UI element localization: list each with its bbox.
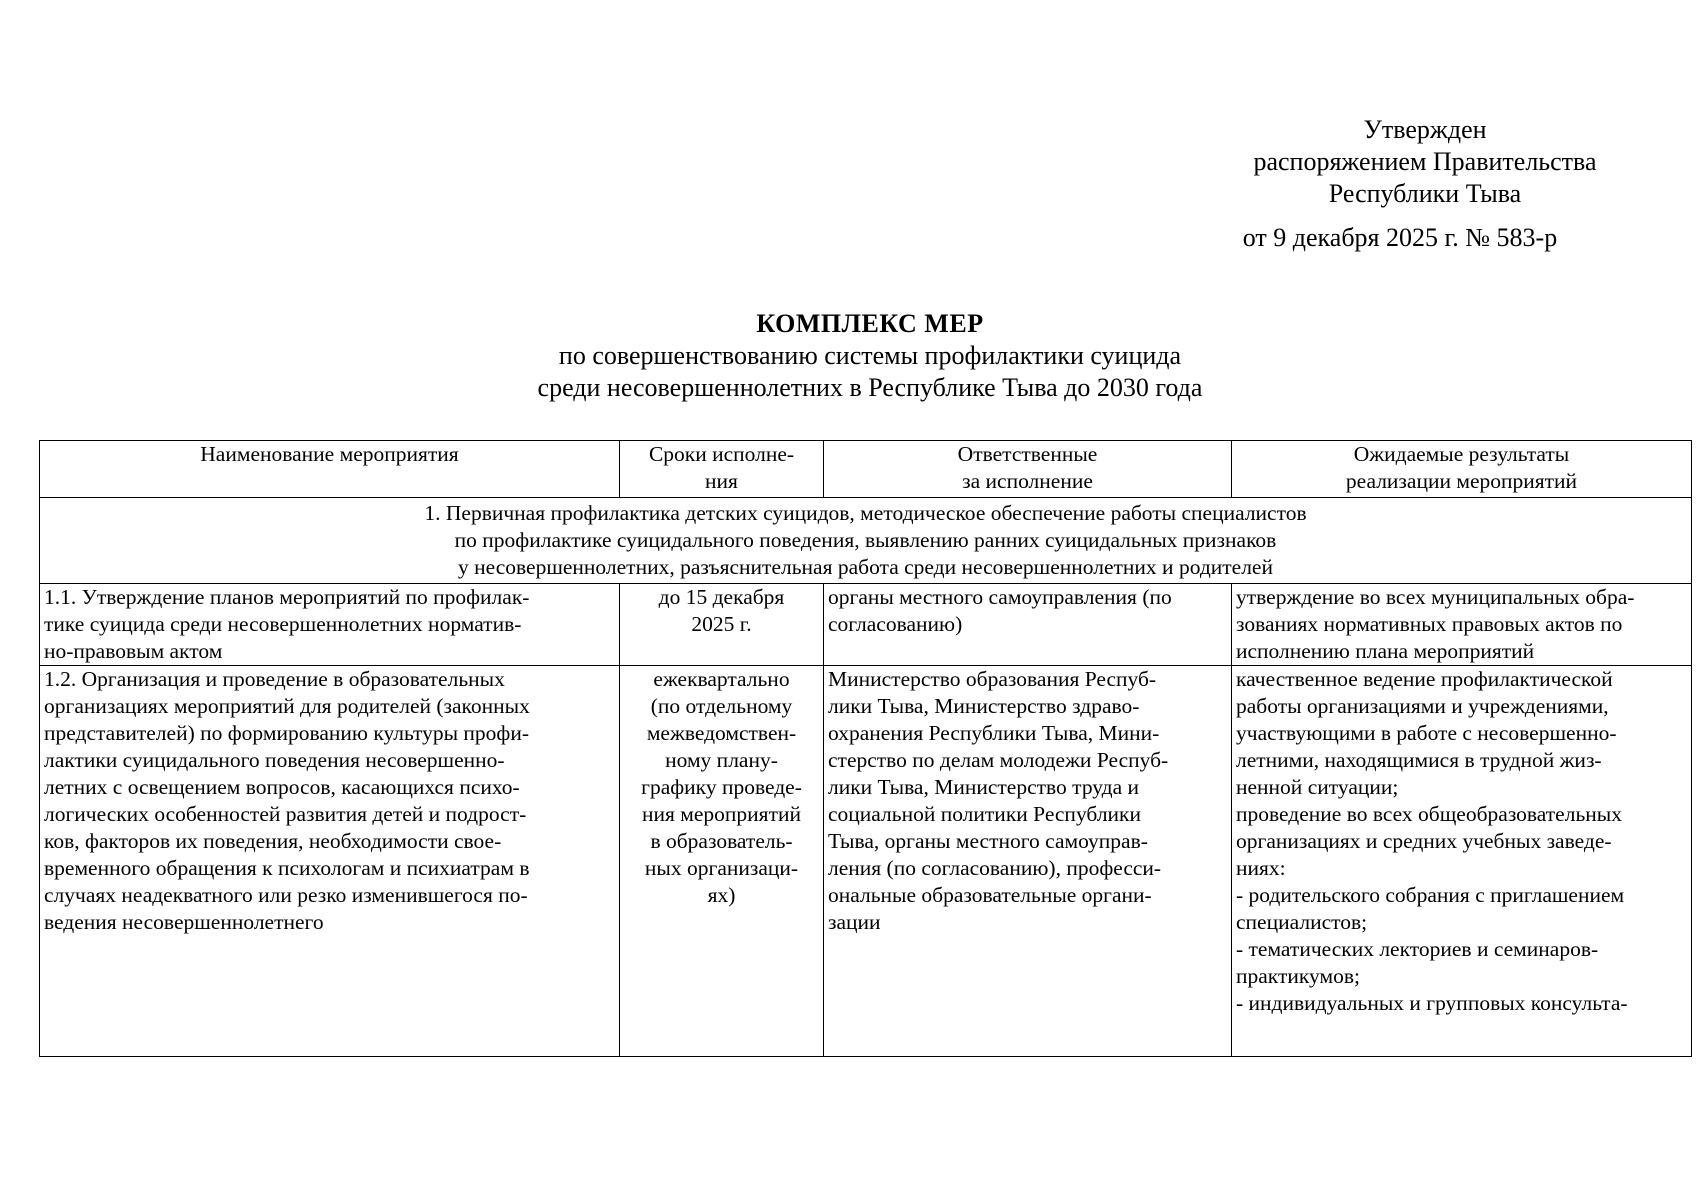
header-result: Ожидаемые результаты реализации мероприятий — [1232, 441, 1692, 498]
row-2-responsible: Министерство образования Респуб- лики Тыва, Министерство здраво- охранения Республики Тыва, Мини- стерство по делам молодежи Респуб- лики Тыва, Министерство труда и социальной политики Республики Тыва, органы местного самоуправ- ления (по согласованию), професси- ональные образовательные органи- зации — [824, 666, 1232, 1057]
document-subtitle-2: среди несовершеннолетних в Республике Тыва до 2030 года — [537, 373, 1203, 402]
row-2-result: качественное ведение профилактической работы организациями и учреждениями, участвующими в работе с несовершенно- летними, находящимися в трудной жиз- ненной ситуации; проведение во всех общеобразовательных организациях и средних учебных заведе- ниях: - родительского собрания с приглашением специалистов; - тематических лекториев и семинаров- практикумов; - индивидуальных и групповых консульта- — [1232, 666, 1692, 1057]
approval-line-3: Республики Тыва — [1328, 179, 1522, 208]
row-1-term: до 15 декабря 2025 г. — [620, 584, 824, 666]
approval-date: от 9 декабря 2025 г. № 583-р — [1242, 223, 1558, 252]
document-heading — [300, 308, 1440, 404]
approval-line-1: Утвержден — [1363, 115, 1487, 144]
approval-line-2: распоряжением Правительства — [1253, 147, 1597, 176]
section-row — [40, 498, 1692, 584]
table-row — [40, 666, 1692, 1057]
row-2-name: 1.2. Организация и проведение в образовательных организациях мероприятий для родителей (законных представителей) по формированию культуры профи- лактики суицидального поведения несовершенно- летних с освещением вопросов, касающихся психо- логических особенностей развития детей и подрост- ков, факторов их поведения, необходимости свое- временного обращения к психологам и психиатрам в случаях неадекватного или резко изменившегося по- ведения несовершеннолетнего — [40, 666, 620, 1057]
document-title: КОМПЛЕКС МЕР — [756, 309, 984, 338]
section-1-title: 1. Первичная профилактика детских суицидов, методическое обеспечение работы специалистов по профилактике суицидального поведения, выявлению ранних суицидальных признаков у несовершеннолетних, разъяснительная работа среди несовершеннолетних и родителей — [40, 498, 1692, 584]
row-1-result: утверждение во всех муниципальных обра- зованиях нормативных правовых актов по исполнению плана мероприятий — [1232, 584, 1692, 666]
row-1-responsible: органы местного самоуправления (по согласованию) — [824, 584, 1232, 666]
table-row — [40, 584, 1692, 666]
row-2-term: ежеквартально (по отдельному межведомствен- ному плану- графику проведе- ния мероприятий в образователь- ных организаци- ях) — [620, 666, 824, 1057]
measures-table — [39, 440, 1692, 1057]
approval-stamp — [1240, 114, 1610, 210]
header-responsible: Ответственные за исполнение — [824, 441, 1232, 498]
header-term: Сроки исполне- ния — [620, 441, 824, 498]
table-header-row — [40, 441, 1692, 498]
row-1-name: 1.1. Утверждение планов мероприятий по профилак- тике суицида среди несовершеннолетних норматив- но-правовым актом — [40, 584, 620, 666]
header-name: Наименование мероприятия — [40, 441, 620, 498]
document-subtitle-1: по совершенствованию системы профилактики суицида — [558, 341, 1182, 370]
